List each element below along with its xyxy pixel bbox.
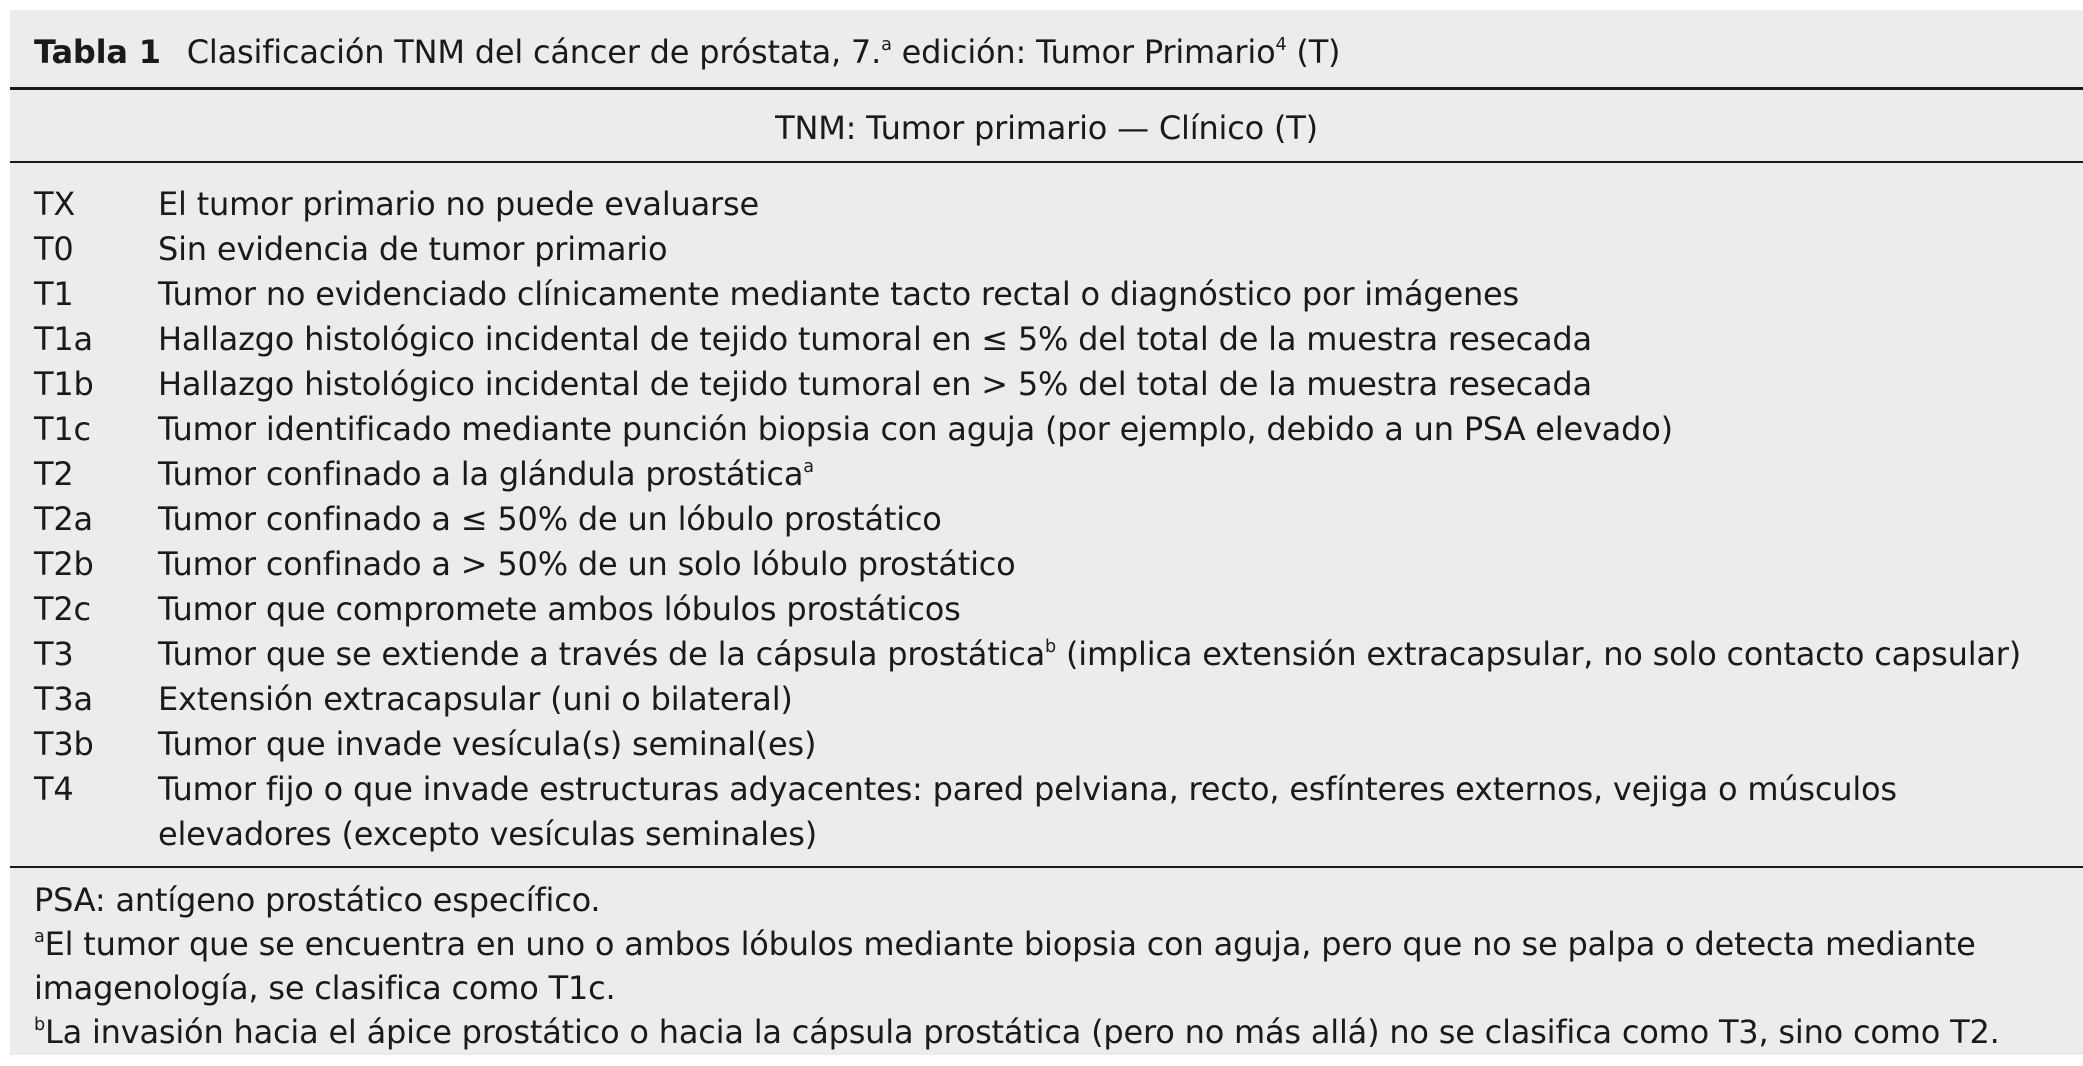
- footnote-b-marker: b: [34, 1014, 45, 1035]
- row-description: Sin evidencia de tumor primario: [158, 230, 668, 268]
- caption-text-start: Clasificación TNM del cáncer de próstata, 7.: [186, 33, 882, 71]
- row-description: Hallazgo histológico incidental de tejido tumoral en > 5% del total de la muestra resecada: [158, 365, 1592, 403]
- caption-rule: [10, 87, 2083, 90]
- row-code: T1c: [34, 410, 91, 448]
- row-code: T3: [34, 635, 74, 673]
- table-row: [34, 587, 2074, 632]
- row-code: T3a: [34, 680, 93, 718]
- row-code: T1b: [34, 365, 94, 403]
- table-subheader: TNM: Tumor primario — Clínico (T): [775, 109, 1318, 147]
- table-row: [34, 407, 2074, 452]
- table-panel: [10, 10, 2083, 1055]
- caption-reference-superscript: 4: [1275, 34, 1287, 55]
- row-code: T3b: [34, 725, 94, 763]
- row-code: T2: [34, 455, 74, 493]
- table-row: [34, 767, 2074, 857]
- row-code: T1: [34, 275, 74, 313]
- table-row: [34, 722, 2074, 767]
- row-description: [158, 632, 2074, 677]
- row-description-text: Tumor confinado a la glándula prostática: [158, 455, 804, 493]
- row-description: Tumor identificado mediante punción biopsia con aguja (por ejemplo, debido a un PSA elevado): [158, 410, 1673, 448]
- footnote-a: [34, 922, 2064, 1010]
- table-row: [34, 362, 2074, 407]
- footer-rule: [10, 866, 2083, 868]
- footnote-marker-a: a: [803, 456, 814, 477]
- row-description: Hallazgo histológico incidental de tejido tumoral en ≤ 5% del total de la muestra resecada: [158, 320, 1592, 358]
- footnote-psa: PSA: antígeno prostático específico.: [34, 881, 601, 919]
- table-caption: [34, 28, 1340, 76]
- footnote-a-text: El tumor que se encuentra en uno o ambos lóbulos mediante biopsia con aguja, pero que no se palpa o detecta mediante imagenología, se clasifica como T1c.: [34, 925, 1976, 1007]
- footnote-marker-b: b: [1045, 636, 1057, 657]
- table-row: [34, 497, 2074, 542]
- row-description: Extensión extracapsular (uni o bilateral): [158, 680, 793, 718]
- table-label: Tabla 1: [34, 33, 161, 71]
- row-description: Tumor confinado a ≤ 50% de un lóbulo prostático: [158, 500, 942, 538]
- table-footnotes: [34, 878, 2064, 1054]
- table-row: [34, 272, 2074, 317]
- row-description: Tumor fijo o que invade estructuras adyacentes: pared pelviana, recto, esfínteres externos, vejiga o músculos elevadores (excepto vesículas seminales): [158, 770, 1897, 853]
- caption-text-middle: edición: Tumor Primario: [891, 33, 1276, 71]
- row-description: Tumor no evidenciado clínicamente mediante tacto rectal o diagnóstico por imágenes: [158, 275, 1520, 313]
- row-code: T2c: [34, 590, 91, 628]
- row-description: Tumor que invade vesícula(s) seminal(es): [158, 725, 817, 763]
- header-rule: [10, 161, 2083, 163]
- table-row: [34, 677, 2074, 722]
- row-description-text: Tumor que se extiende a través de la cápsula prostática: [158, 635, 1046, 673]
- row-description: Tumor que compromete ambos lóbulos prostáticos: [158, 590, 961, 628]
- row-code: TX: [34, 185, 76, 223]
- row-code: T0: [34, 230, 74, 268]
- table-row: [34, 182, 2074, 227]
- footnote-b: [34, 1010, 2064, 1054]
- table-body: [34, 182, 2074, 857]
- table-row: [34, 632, 2074, 677]
- row-code: T1a: [34, 320, 93, 358]
- table-row: [34, 452, 2074, 497]
- caption-text-end: (T): [1286, 33, 1341, 71]
- row-description: [158, 452, 2074, 497]
- row-description: Tumor confinado a > 50% de un solo lóbulo prostático: [158, 545, 1016, 583]
- footnote-a-marker: a: [34, 926, 45, 947]
- table-row: [34, 317, 2074, 362]
- row-description-continuation: (implica extensión extracapsular, no solo contacto capsular): [1056, 635, 2022, 673]
- row-code: T2b: [34, 545, 94, 583]
- table-row: [34, 542, 2074, 587]
- row-description: El tumor primario no puede evaluarse: [158, 185, 759, 223]
- footnote-b-text: La invasión hacia el ápice prostático o hacia la cápsula prostática (pero no más allá) no se clasifica como T3, sino como T2.: [44, 1013, 2000, 1051]
- row-code: T2a: [34, 500, 93, 538]
- table-row: [34, 227, 2074, 272]
- caption-superscript-a: a: [881, 34, 892, 55]
- row-code: T4: [34, 770, 74, 808]
